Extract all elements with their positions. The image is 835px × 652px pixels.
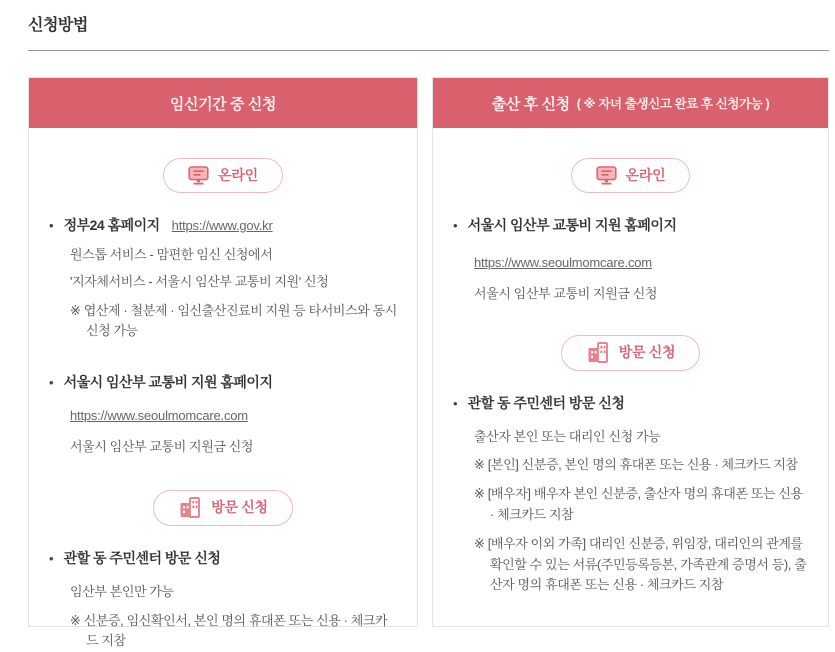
seoulmomcare-title: • 서울시 임산부 교통비 지원 홈페이지 [63,374,273,391]
visit-badge-label: 방문 신청 [211,499,268,516]
page-title: 신청방법 [28,17,88,34]
gov24-desc-line1: 원스톱 서비스 - 맘편한 임신 신청에서 [70,247,273,262]
seoulmomcare-desc: 서울시 임산부 교통비 지원금 신청 [70,438,254,454]
card-during-pregnancy-body [29,128,417,652]
monitor-icon [596,166,617,185]
gov24-link[interactable]: https://www.gov.kr [171,218,273,233]
gov24-desc-line2: '지자체서비스 - 서울시 임산부 교통비 지원' 신청 [70,273,329,289]
seoulmomcare-title-right: • 서울시 임산부 교통비 지원 홈페이지 [467,217,677,233]
online-badge-label: 온라인 [625,167,666,183]
seoulmomcare-item [49,372,397,458]
online-badge-right [571,158,691,193]
gov24-item [49,215,397,342]
card-after-birth-body [433,128,828,596]
visit-center-title-right: • 관할 동 주민센터 방문 신청 [467,394,625,411]
online-badge [163,158,283,193]
visit-center-item [49,548,397,652]
buildings-icon [586,342,610,363]
card-after-birth-header-label: 출산 후 신청 [491,95,570,113]
online-badge-label: 온라인 [218,167,258,183]
card-after-birth [432,77,829,627]
card-during-pregnancy [28,77,418,649]
gov24-note: ※ 엽산제 · 철분제 · 임신출산진료비 지원 등 타서비스와 동시 신청 가능 [70,302,397,339]
seoulmomcare-desc-right: 서울시 임산부 교통비 지원금 신청 [474,285,658,301]
seoulmomcare-link[interactable]: https://www.seoulmomcare.com [70,408,248,424]
visit-center-note-self: ※ [본인] 신분증, 본인 명의 휴대폰 또는 신용 · 체크카드 지참 [474,457,798,473]
visit-center-title: • 관할 동 주민센터 방문 신청 [63,549,221,566]
visit-center-note-family: ※ [배우자 이외 가족] 대리인 신분증, 위임장, 대리인의 관계를 확인할 수 있는 서류(주민등록등본, 가족관계 증명서 등), 출산자 명의 휴대폰 또는 신용 · 체크카드 지참 [474,535,807,593]
monitor-icon [188,166,209,185]
visit-badge-label: 방문 신청 [618,344,676,361]
visit-center-desc-right: 출산자 본인 또는 대리인 신청 가능 [474,428,661,444]
visit-center-note: ※ 신분증, 임신확인서, 본인 명의 휴대폰 또는 신용 · 체크카드 지참 [70,612,388,649]
visit-center-desc: 임산부 본인만 가능 [70,583,174,599]
visit-center-note-spouse: ※ [배우자] 배우자 본인 신분증, 출산자 명의 휴대폰 또는 신용 · 체크카드 지참 [474,486,803,522]
visit-center-item-right [453,393,808,597]
card-after-birth-header-note: ( ※ 자녀 출생신고 완료 후 신청가능 ) [576,97,770,111]
cards-container [28,77,829,649]
seoulmomcare-item-right [453,215,808,305]
seoulmomcare-link-right[interactable]: https://www.seoulmomcare.com [474,255,652,270]
visit-badge-right [561,335,701,371]
card-during-pregnancy-header-label: 임신기간 중 신청 [169,95,277,113]
card-during-pregnancy-header [29,78,417,128]
visit-badge [153,490,293,526]
gov24-title: • 정부24 홈페이지 [63,217,160,233]
card-after-birth-header [433,78,828,128]
title-divider [28,50,829,51]
buildings-icon [178,497,202,518]
